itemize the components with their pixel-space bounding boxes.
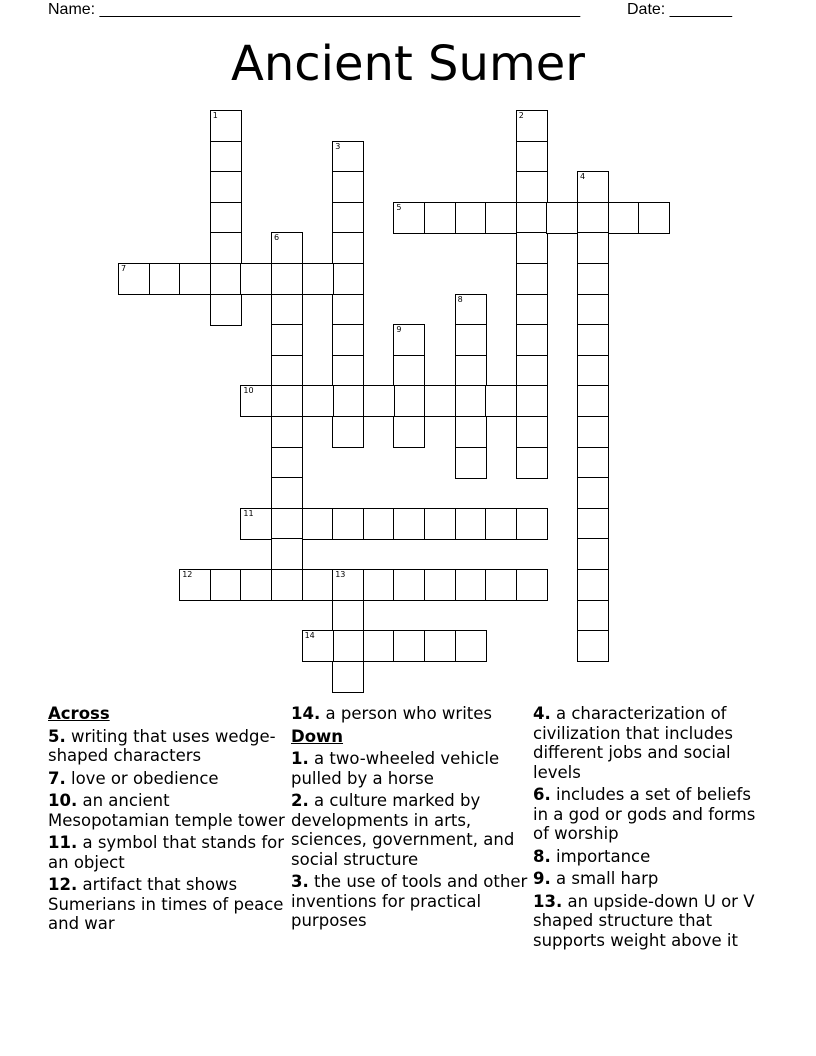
grid-cell[interactable] [516, 202, 548, 234]
grid-cell[interactable] [271, 416, 303, 448]
grid-cell[interactable] [332, 508, 364, 540]
grid-cell[interactable] [149, 263, 181, 295]
grid-cell[interactable] [393, 385, 425, 417]
grid-cell[interactable] [271, 355, 303, 387]
grid-cell[interactable] [240, 263, 272, 295]
clue-number: 12 [182, 570, 193, 579]
grid-cell[interactable] [393, 324, 425, 356]
grid-cell[interactable] [332, 202, 364, 234]
grid-cell[interactable] [455, 569, 487, 601]
grid-cell[interactable] [638, 202, 670, 234]
grid-cell[interactable] [455, 447, 487, 479]
grid-cell[interactable] [210, 171, 242, 203]
clue-down-3: 3. the use of tools and other inventions for practical purposes [291, 872, 528, 930]
grid-cell[interactable] [424, 569, 456, 601]
grid-cell[interactable] [210, 141, 242, 173]
grid-cell[interactable] [577, 630, 609, 662]
grid-cell[interactable] [516, 263, 548, 295]
clue-number: 7 [121, 264, 127, 273]
grid-cell[interactable] [271, 232, 303, 264]
grid-cell[interactable] [516, 171, 548, 203]
down-heading: Down [291, 726, 344, 746]
grid-cell[interactable] [271, 324, 303, 356]
grid-cell[interactable] [455, 202, 487, 234]
grid-cell[interactable] [516, 324, 548, 356]
grid-cell[interactable] [455, 416, 487, 448]
grid-cell[interactable] [332, 232, 364, 264]
grid-cell[interactable] [363, 630, 395, 662]
clue-across-10: 10. an ancient Mesopotamian temple tower [48, 791, 285, 830]
clue-number: 9 [396, 325, 402, 335]
clue-across-7: 7. love or obedience [48, 768, 219, 788]
clue-number: 2 [518, 111, 524, 120]
grid-cell[interactable] [608, 202, 640, 234]
grid-cell[interactable] [271, 538, 303, 570]
grid-cell[interactable] [302, 508, 334, 540]
grid-cell[interactable] [332, 294, 364, 326]
clue-across-11: 11. a symbol that stands for an object [48, 833, 285, 872]
grid-cell[interactable] [393, 355, 425, 387]
page-title: Ancient Sumer [231, 36, 585, 92]
grid-cell[interactable] [332, 171, 364, 203]
clue-number: 13 [335, 570, 346, 579]
grid-cell[interactable] [577, 232, 609, 264]
grid-cell[interactable] [393, 569, 425, 601]
grid-cell[interactable] [363, 569, 395, 601]
clue-down-9: 9. a small harp [533, 869, 659, 888]
grid-cell[interactable] [485, 385, 517, 417]
grid-cell[interactable] [363, 508, 395, 540]
grid-cell[interactable] [210, 263, 242, 295]
grid-cell[interactable] [577, 416, 609, 448]
grid-cell[interactable] [455, 630, 487, 662]
clue-down-1: 1. a two-wheeled vehicle pulled by a horse [291, 749, 500, 788]
grid-cell[interactable] [332, 263, 364, 295]
grid-cell[interactable] [302, 569, 334, 601]
clue-down-4: 4. a characterization of civilization that includes different jobs and social levels [533, 704, 733, 782]
name-label: Name: [48, 1, 96, 18]
grid-cell[interactable] [332, 324, 364, 356]
grid-cell[interactable] [577, 202, 609, 234]
grid-cell[interactable] [455, 324, 487, 356]
grid-cell[interactable] [393, 416, 425, 448]
clue-down-2: 2. a culture marked by developments in arts, sciences, government, and social structure [291, 791, 515, 869]
clue-number: 3 [335, 141, 341, 151]
clue-number: 1 [212, 111, 218, 120]
grid-cell[interactable] [577, 263, 609, 295]
clue-down-6: 6. includes a set of beliefs in a god or gods and forms of worship [533, 785, 756, 843]
date-line[interactable]: _______ [669, 1, 732, 18]
grid-cell[interactable] [332, 630, 364, 662]
grid-cell[interactable] [332, 661, 364, 693]
grid-cell[interactable] [485, 508, 517, 540]
grid-cell[interactable] [485, 569, 517, 601]
grid-cell[interactable] [516, 355, 548, 387]
grid-cell[interactable] [332, 600, 364, 632]
grid-cell[interactable] [302, 630, 334, 662]
grid-cell[interactable] [516, 294, 548, 326]
grid-cell[interactable] [332, 569, 364, 601]
grid-cell[interactable] [393, 508, 425, 540]
grid-cell[interactable] [210, 202, 242, 234]
grid-cell[interactable] [302, 385, 334, 417]
grid-cell[interactable] [577, 600, 609, 632]
grid-cell[interactable] [240, 569, 272, 601]
grid-cell[interactable] [455, 508, 487, 540]
grid-cell[interactable] [516, 110, 548, 142]
grid-cell[interactable] [332, 416, 364, 448]
grid-cell[interactable] [393, 202, 425, 234]
grid-cell[interactable] [516, 232, 548, 264]
name-line[interactable]: ______________________________________________________ [99, 1, 581, 18]
clue-number: 4 [580, 172, 586, 182]
grid-cell[interactable] [363, 385, 395, 417]
grid-cell[interactable] [210, 232, 242, 264]
grid-cell[interactable] [271, 294, 303, 326]
grid-cell[interactable] [240, 508, 272, 540]
clue-number: 10 [243, 386, 254, 396]
grid-cell[interactable] [424, 508, 456, 540]
grid-cell[interactable] [577, 171, 609, 203]
grid-cell[interactable] [271, 508, 303, 540]
clue-across-14: 14. a person who writes [291, 704, 493, 723]
date-label: Date: [627, 1, 666, 18]
grid-cell[interactable] [271, 569, 303, 601]
grid-cell[interactable] [577, 569, 609, 601]
across-heading: Across [48, 704, 110, 723]
grid-cell[interactable] [577, 294, 609, 326]
grid-cell[interactable] [516, 141, 548, 173]
grid-cell[interactable] [179, 569, 211, 601]
clue-number: 11 [243, 508, 254, 518]
grid-cell[interactable] [455, 294, 487, 326]
grid-cell[interactable] [332, 141, 364, 173]
grid-cell[interactable] [271, 263, 303, 295]
grid-cell[interactable] [516, 569, 548, 601]
grid-cell[interactable] [577, 324, 609, 356]
grid-cell[interactable] [516, 508, 548, 540]
clues-column-2 [291, 704, 529, 934]
grid-cell[interactable] [424, 202, 456, 234]
grid-cell[interactable] [210, 110, 242, 142]
clue-number: 6 [274, 233, 280, 243]
clues-column-3 [533, 704, 771, 953]
grid-cell[interactable] [271, 447, 303, 479]
grid-cell[interactable] [485, 202, 517, 234]
clue-across-5: 5. writing that uses wedge-shaped characters [48, 726, 276, 765]
grid-cell[interactable] [424, 630, 456, 662]
grid-cell[interactable] [577, 538, 609, 570]
grid-cell[interactable] [455, 385, 487, 417]
grid-cell[interactable] [516, 447, 548, 479]
grid-cell[interactable] [546, 202, 578, 234]
grid-cell[interactable] [455, 355, 487, 387]
grid-cell[interactable] [332, 355, 364, 387]
grid-cell[interactable] [302, 263, 334, 295]
grid-cell[interactable] [179, 263, 211, 295]
grid-cell[interactable] [271, 385, 303, 417]
grid-cell[interactable] [210, 569, 242, 601]
grid-cell[interactable] [577, 355, 609, 387]
clue-number: 8 [457, 294, 463, 304]
grid-cell[interactable] [577, 477, 609, 509]
clue-number: 14 [304, 631, 315, 641]
grid-cell[interactable] [577, 508, 609, 540]
name-field[interactable] [48, 0, 580, 20]
grid-cell[interactable] [271, 477, 303, 509]
grid-cell[interactable] [577, 385, 609, 417]
grid-cell[interactable] [393, 630, 425, 662]
grid-cell[interactable] [577, 447, 609, 479]
clue-down-13: 13. an upside-down U or V shaped structure that supports weight above it [533, 891, 755, 950]
clues-column-1 [48, 704, 286, 937]
grid-cell[interactable] [118, 263, 150, 295]
clue-down-8: 8. importance [533, 846, 651, 866]
grid-cell[interactable] [516, 385, 548, 417]
grid-cell[interactable] [516, 416, 548, 448]
clue-across-12: 12. artifact that shows Sumerians in times of peace and war [48, 875, 284, 933]
clue-number: 5 [396, 202, 402, 212]
grid-cell[interactable] [424, 385, 456, 417]
grid-cell[interactable] [332, 385, 364, 417]
date-field[interactable] [627, 0, 732, 20]
grid-cell[interactable] [240, 385, 272, 417]
grid-cell[interactable] [210, 294, 242, 326]
